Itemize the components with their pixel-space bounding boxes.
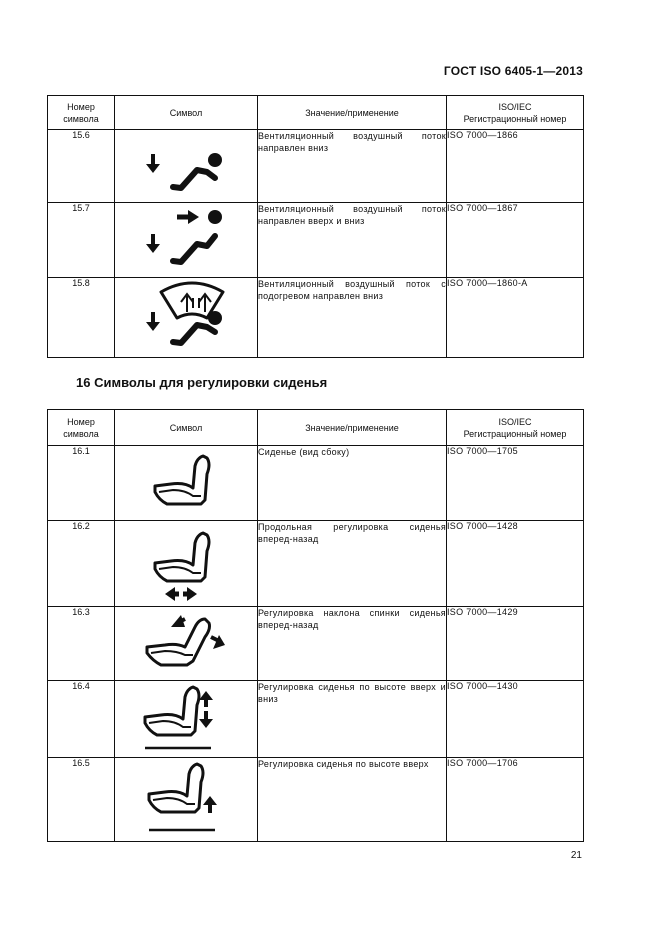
seat-side-view-icon xyxy=(115,446,258,521)
iso-registration-number: ISO 7000—1429 xyxy=(447,607,584,681)
iso-registration-number: ISO 7000—1705 xyxy=(447,446,584,521)
table-header-row xyxy=(48,410,584,446)
iso-registration-number: ISO 7000—1428 xyxy=(447,521,584,607)
symbols-table-15 xyxy=(47,95,584,358)
symbol-number: 16.1 xyxy=(48,446,115,521)
symbol-meaning: Регулировка сиденья по высоте вверх xyxy=(258,758,447,842)
symbol-meaning: Вентиляционный воздушный поток с подогревом направлен вниз xyxy=(258,278,447,358)
col-header-number: Номер символа xyxy=(48,410,115,446)
document-id: ГОСТ ISO 6405-1—2013 xyxy=(443,64,583,78)
table-row xyxy=(48,203,584,278)
table-row xyxy=(48,446,584,521)
col-header-meaning: Значение/применение xyxy=(258,96,447,130)
symbol-meaning: Вентиляционный воздушный поток направлен вниз xyxy=(258,130,447,203)
col-header-number: Номер символа xyxy=(48,96,115,130)
table-row xyxy=(48,130,584,203)
table-row xyxy=(48,607,584,681)
symbol-number: 16.3 xyxy=(48,607,115,681)
seat-heated-airflow-down-icon xyxy=(115,278,258,358)
iso-registration-number: ISO 7000—1860-A xyxy=(447,278,584,358)
col-header-iso: ISO/IEC Регистрационный номер xyxy=(447,96,584,130)
iso-registration-number: ISO 7000—1430 xyxy=(447,681,584,758)
symbol-number: 15.8 xyxy=(48,278,115,358)
seat-airflow-up-down-icon xyxy=(115,203,258,278)
symbols-table-16 xyxy=(47,409,584,842)
seat-backrest-tilt-icon xyxy=(115,607,258,681)
symbol-number: 15.7 xyxy=(48,203,115,278)
symbol-meaning: Продольная регулировка сиденья вперед-назад xyxy=(258,521,447,607)
table-row xyxy=(48,681,584,758)
seat-height-up-down-icon xyxy=(115,681,258,758)
symbol-meaning: Регулировка сиденья по высоте вверх и вниз xyxy=(258,681,447,758)
col-header-symbol: Символ xyxy=(115,96,258,130)
col-header-symbol: Символ xyxy=(115,410,258,446)
symbol-meaning: Регулировка наклона спинки сиденья вперед-назад xyxy=(258,607,447,681)
seat-height-up-icon xyxy=(115,758,258,842)
table-row xyxy=(48,521,584,607)
seat-fore-aft-icon xyxy=(115,521,258,607)
symbol-number: 16.4 xyxy=(48,681,115,758)
symbol-number: 16.5 xyxy=(48,758,115,842)
table-header-row xyxy=(48,96,584,130)
table-row xyxy=(48,278,584,358)
symbol-meaning: Сиденье (вид сбоку) xyxy=(258,446,447,521)
page-number: 21 xyxy=(570,850,582,861)
seat-airflow-down-icon xyxy=(115,130,258,203)
col-header-iso: ISO/IEC Регистрационный номер xyxy=(447,410,584,446)
iso-registration-number: ISO 7000—1706 xyxy=(447,758,584,842)
table-row xyxy=(48,758,584,842)
col-header-meaning: Значение/применение xyxy=(258,410,447,446)
symbol-meaning: Вентиляционный воздушный поток направлен вверх и вниз xyxy=(258,203,447,278)
iso-registration-number: ISO 7000—1867 xyxy=(447,203,584,278)
iso-registration-number: ISO 7000—1866 xyxy=(447,130,584,203)
symbol-number: 15.6 xyxy=(48,130,115,203)
section-title: 16 Символы для регулировки сиденья xyxy=(76,375,328,390)
symbol-number: 16.2 xyxy=(48,521,115,607)
